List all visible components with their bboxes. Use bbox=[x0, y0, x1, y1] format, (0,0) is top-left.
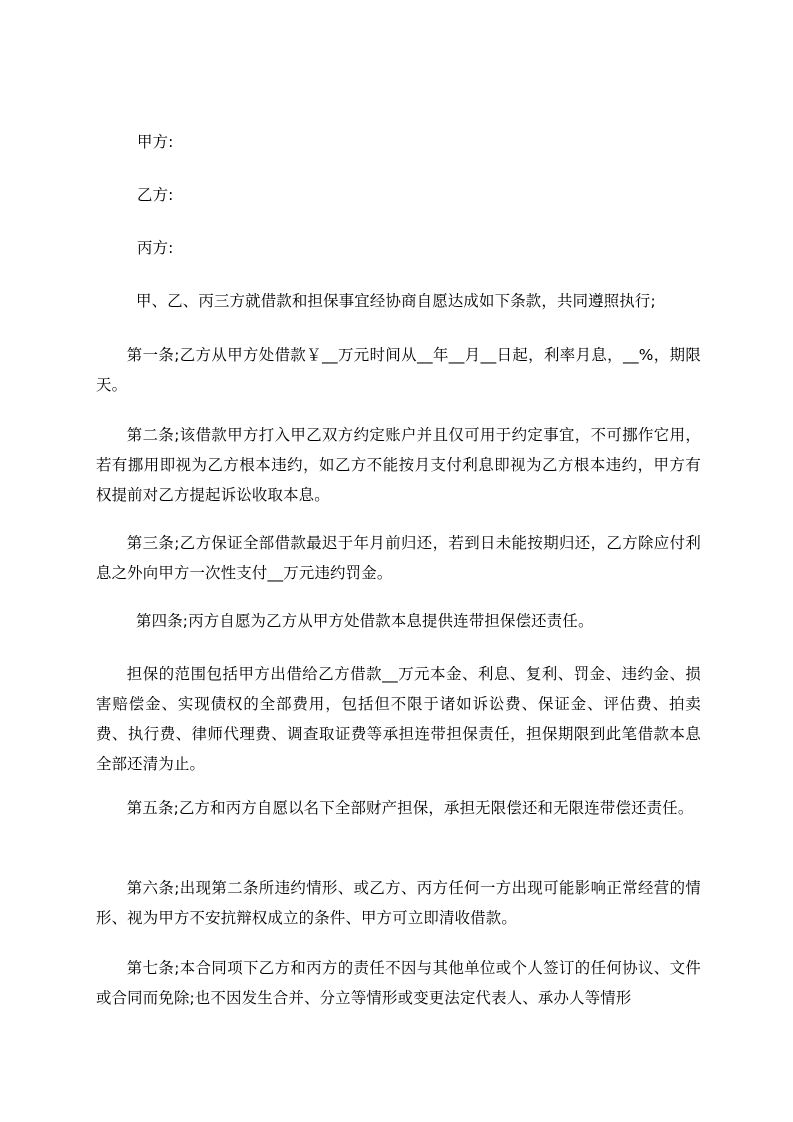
intro-paragraph: 甲、乙、丙三方就借款和担保事宜经协商自愿达成如下条款，共同遵照执行; bbox=[136, 292, 656, 310]
article-1: 第一条;乙方从甲方处借款￥__万元时间从__年__月__日起，利率月息，__%，期限天。 bbox=[96, 346, 701, 394]
article-7: 第七条;本合同项下乙方和丙方的责任不因与其他单位或个人签订的任何协议、文件或合同而免除;也不因发生合并、分立等情形或变更法定代表人、承办人等情形 bbox=[96, 959, 701, 1007]
party-a-line: 甲方: bbox=[137, 133, 174, 151]
party-c-line: 丙方: bbox=[137, 239, 174, 257]
article-4: 第四条;丙方自愿为乙方从甲方处借款本息提供连带担保偿还责任。 bbox=[136, 612, 594, 630]
article-3: 第三条;乙方保证全部借款最迟于年月前归还，若到日未能按期归还，乙方除应付利息之外向甲方一次性支付__万元违约罚金。 bbox=[96, 534, 701, 582]
guarantee-scope-paragraph: 担保的范围包括甲方出借给乙方借款__万元本金、利息、复利、罚金、违约金、损害赔偿金、实现债权的全部费用，包括但不限于诸如诉讼费、保证金、评估费、拍卖费、执行费、律师代理费、调查取证费等承担连带担保责任，担保期限到此笔借款本息全部还清为止。 bbox=[96, 665, 701, 773]
article-2: 第二条;该借款甲方打入甲乙双方约定账户并且仅可用于约定事宜，不可挪作它用，若有挪用即视为乙方根本违约，如乙方不能按月支付利息即视为乙方根本违约，甲方有权提前对乙方提起诉讼收取本息。 bbox=[96, 426, 701, 504]
article-6: 第六条;出现第二条所违约情形、或乙方、丙方任何一方出现可能影响正常经营的情形、视为甲方不安抗辩权成立的条件、甲方可立即清收借款。 bbox=[96, 879, 701, 927]
article-5: 第五条;乙方和丙方自愿以名下全部财产担保，承担无限偿还和无限连带偿还责任。 bbox=[126, 799, 694, 817]
party-b-line: 乙方: bbox=[137, 186, 174, 204]
